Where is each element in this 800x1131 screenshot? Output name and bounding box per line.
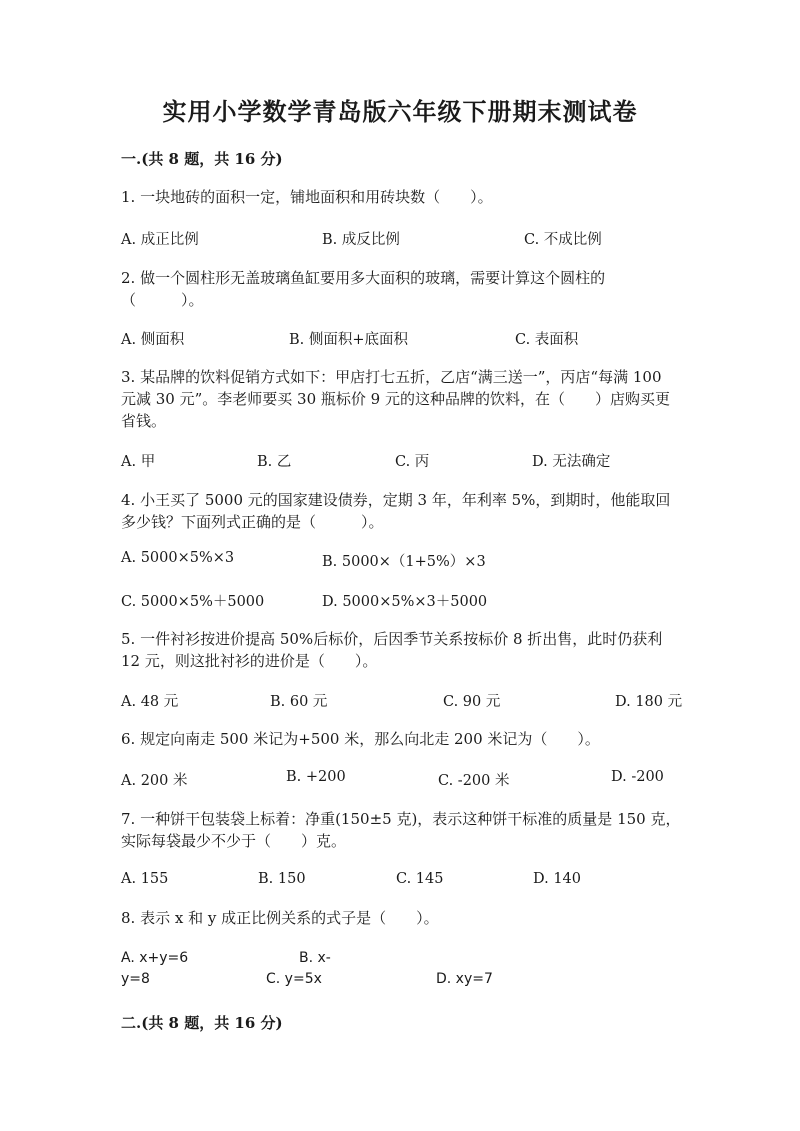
q4-option-d: D. 5000×5%×3＋5000 (322, 594, 488, 610)
q6-option-c: C. -200 米 (438, 773, 510, 789)
q4-option-b: B. 5000×（1+5%）×3 (322, 554, 486, 570)
q8-option-b-continued: y=8 (121, 971, 150, 987)
q3-option-b: B. 乙 (257, 454, 292, 470)
q7-option-d: D. 140 (533, 871, 582, 887)
q6-option-a: A. 200 米 (121, 773, 188, 789)
question-7: 7. 一种饼干包装袋上标着：净重(150±5 克)，表示这种饼干标准的质量是 150 克，实际每袋最少不少于（ ）克。 (121, 810, 681, 850)
question-6: 6. 规定向南走 500 米记为+500 米，那么向北走 200 米记为（ ）。 (121, 730, 600, 748)
q8-option-c: C. y=5x (266, 971, 322, 987)
q6-option-b: B. +200 (286, 769, 346, 785)
q8-option-d: D. xy=7 (436, 971, 493, 987)
q8-option-a: A. x+y=6 (121, 950, 189, 966)
question-1: 1. 一块地砖的面积一定，铺地面积和用砖块数（ ）。 (121, 188, 493, 206)
q7-option-c: C. 145 (396, 871, 444, 887)
q3-option-d: D. 无法确定 (532, 454, 611, 470)
page-title: 实用小学数学青岛版六年级下册期末测试卷 (162, 97, 638, 126)
q3-option-a: A. 甲 (121, 454, 156, 470)
q5-option-d: D. 180 元 (615, 694, 683, 710)
q2-option-a: A. 侧面积 (121, 332, 185, 348)
q3-option-c: C. 丙 (395, 454, 430, 470)
q7-option-a: A. 155 (121, 871, 169, 887)
q1-option-b: B. 成反比例 (322, 232, 400, 248)
section-heading-1: 一.(共 8 题，共 16 分) (121, 150, 283, 168)
q1-option-a: A. 成正比例 (121, 232, 199, 248)
q5-option-c: C. 90 元 (443, 694, 501, 710)
q4-option-c: C. 5000×5%＋5000 (121, 594, 265, 610)
q5-option-a: A. 48 元 (121, 694, 179, 710)
question-4: 4. 小王买了 5000 元的国家建设债券，定期 3 年，年利率 5%，到期时，他能取回多少钱？下面列式正确的是（ ）。 (121, 491, 671, 531)
q4-option-a: A. 5000×5%×3 (121, 550, 235, 566)
q2-option-b: B. 侧面积+底面积 (289, 332, 409, 348)
q7-option-b: B. 150 (258, 871, 306, 887)
question-5: 5. 一件衬衫按进价提高 50%后标价，后因季节关系按标价 8 折出售，此时仍获利 12 元，则这批衬衫的进价是（ ）。 (121, 630, 663, 670)
question-3: 3. 某品牌的饮料促销方式如下：甲店打七五折，乙店“满三送一”，丙店“每满 100 元减 30 元”。李老师要买 30 瓶标价 9 元的这种品牌的饮料，在（ ）店购买更省钱。 (121, 368, 670, 430)
question-8: 8. 表示 x 和 y 成正比例关系的式子是（ ）。 (121, 909, 439, 927)
question-2: 2. 做一个圆柱形无盖玻璃鱼缸要用多大面积的玻璃，需要计算这个圆柱的（ ）。 (121, 269, 606, 309)
section-heading-2: 二.(共 8 题，共 16 分) (121, 1014, 283, 1032)
q5-option-b: B. 60 元 (270, 694, 328, 710)
q6-option-d: D. -200 (611, 769, 664, 785)
q2-option-c: C. 表面积 (515, 332, 579, 348)
q1-option-c: C. 不成比例 (524, 232, 602, 248)
q8-option-b: B. x- (299, 950, 331, 966)
